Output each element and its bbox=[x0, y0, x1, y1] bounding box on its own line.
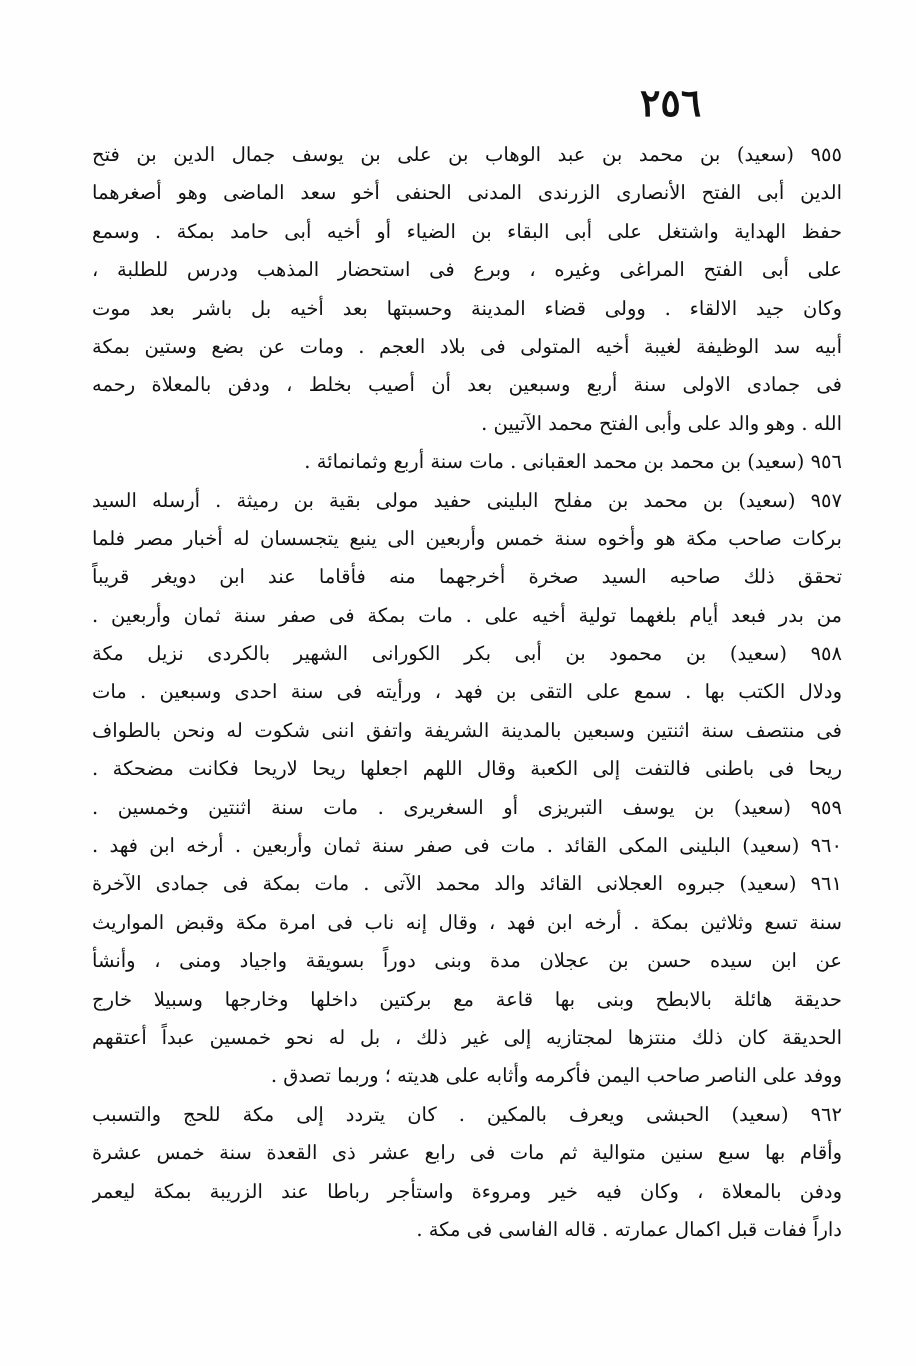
page-number: ٢٥٦ bbox=[640, 80, 702, 125]
text-line: ٩٥٩ (سعيد) بن يوسف التبريزى أو السغريرى . مات سنة اثنتين وخمسين . bbox=[92, 795, 842, 819]
text-line: وأقام بها سبع سنين متوالية ثم مات فى رابع عشر ذى القعدة سنة خمس عشرة bbox=[92, 1141, 842, 1165]
text-line: سنة تسع وثلاثين بمكة . أرخه ابن فهد ، وقال إنه ناب فى امرة مكة وقبض المواريث bbox=[92, 910, 842, 934]
text-line: ٩٥٧ (سعيد) بن محمد بن مفلح البلينى حفيد مولى بقية بن رميثة . أرسله السيد bbox=[92, 488, 842, 512]
text-line: ودفن بالمعلاة ، وكان فيه خير ومروءة واستأجر رباطا عند الزريبة بمكة ليعمر bbox=[92, 1179, 842, 1203]
text-line: من بدر فبعد أيام بلغهما تولية أخيه على . مات بمكة فى صفر سنة ثمان وأربعين . bbox=[92, 603, 842, 627]
text-line: الله . وهو والد على وأبى الفتح محمد الآتيين . bbox=[481, 411, 842, 435]
text-line: فى جمادى الاولى سنة أربع وسبعين بعد أن أصيب بخلط ، ودفن بالمعلاة رحمه bbox=[92, 373, 842, 397]
text-line: الحديقة كان ذلك منتزها لمجتازيه إلى غير ذلك ، بل له نحو خمسين عبداً أعتقهم bbox=[92, 1025, 842, 1049]
text-line: ٩٥٨ (سعيد) بن محمود بن أبى بكر الكورانى الشهير بالكردى نزيل مكة bbox=[92, 642, 842, 666]
text-line: ٩٦٠ (سعيد) البلينى المكى القائد . مات فى صفر سنة ثمان وأربعين . أرخه ابن فهد . bbox=[92, 834, 842, 858]
text-line: داراً ففات قبل اكمال عمارته . قاله الفاسى فى مكة . bbox=[416, 1217, 842, 1241]
text-line: ٩٦٢ (سعيد) الحبشى ويعرف بالمكين . كان يتردد إلى مكة للحج والتسبب bbox=[92, 1102, 842, 1126]
biography-text bbox=[92, 136, 842, 1249]
text-line: ٩٦١ (سعيد) جبروه العجلانى القائد والد محمد الآتى . مات بمكة فى جمادى الآخرة bbox=[92, 872, 842, 896]
text-line: أبيه سد الوظيفة لغيبة أخيه المتولى فى بلاد العجم . ومات عن بضع وستين بمكة bbox=[92, 334, 842, 358]
text-line: بركات صاحب مكة هو وأخوه سنة خمس وأربعين الى ينبع يتجسسان له أخبار مصر فلما bbox=[92, 526, 842, 550]
text-line: ٩٥٥ (سعيد) بن محمد بن عبد الوهاب بن على بن يوسف جمال الدين بن فتح bbox=[92, 143, 842, 166]
text-line: ريحا فى باطنى فالتفت إلى الكعبة وقال اللهم اجعلها ريحا لاريحا فكانت مضحكة . bbox=[92, 757, 842, 781]
text-line: ووفد على الناصر صاحب اليمن فأكرمه وأثابه على هديته ؛ وربما تصدق . bbox=[270, 1064, 842, 1088]
text-line: الدين أبى الفتح الأنصارى الزرندى المدنى الحنفى أخو سعد الماضى وهو أصغرهما bbox=[92, 181, 842, 205]
text-line: تحقق ذلك صاحبه السيد صخرة أخرجهما منه فأقاما عند ابن دويغر قريباً bbox=[92, 565, 842, 589]
text-line: عن ابن سيده حسن بن عجلان مدة وبنى دوراً بسويقة واجياد ومنى ، وأنشأ bbox=[92, 949, 842, 973]
text-line: على أبى الفتح المراغى وغيره ، وبرع فى استحضار المذهب ودرس للطلبة ، bbox=[92, 258, 842, 282]
text-line: حديقة هائلة بالابطح وبنى بها قاعة مع بركتين داخلها وخارجها وسبيلا خارج bbox=[92, 987, 842, 1011]
text-line: وكان جيد الالقاء . وولى قضاء المدينة وحسبتها بعد أخيه بل باشر بعد موت bbox=[92, 296, 842, 320]
text-line: ٩٥٦ (سعيد) بن محمد بن محمد العقبانى . مات سنة أربع وثمانمائة . bbox=[304, 450, 842, 474]
text-line: فى منتصف سنة اثنتين وسبعين بالمدينة الشريفة واتفق اننى شكوت له ونحن بالطواف bbox=[92, 718, 842, 742]
text-line: ودلال الكتب بها . سمع على التقى بن فهد ، ورأيته فى سنة احدى وسبعين . مات bbox=[92, 680, 842, 704]
text-line: حفظ الهداية واشتغل على أبى البقاء بن الضياء أو أخيه أبى حامد بمكة . وسمع bbox=[92, 219, 842, 243]
